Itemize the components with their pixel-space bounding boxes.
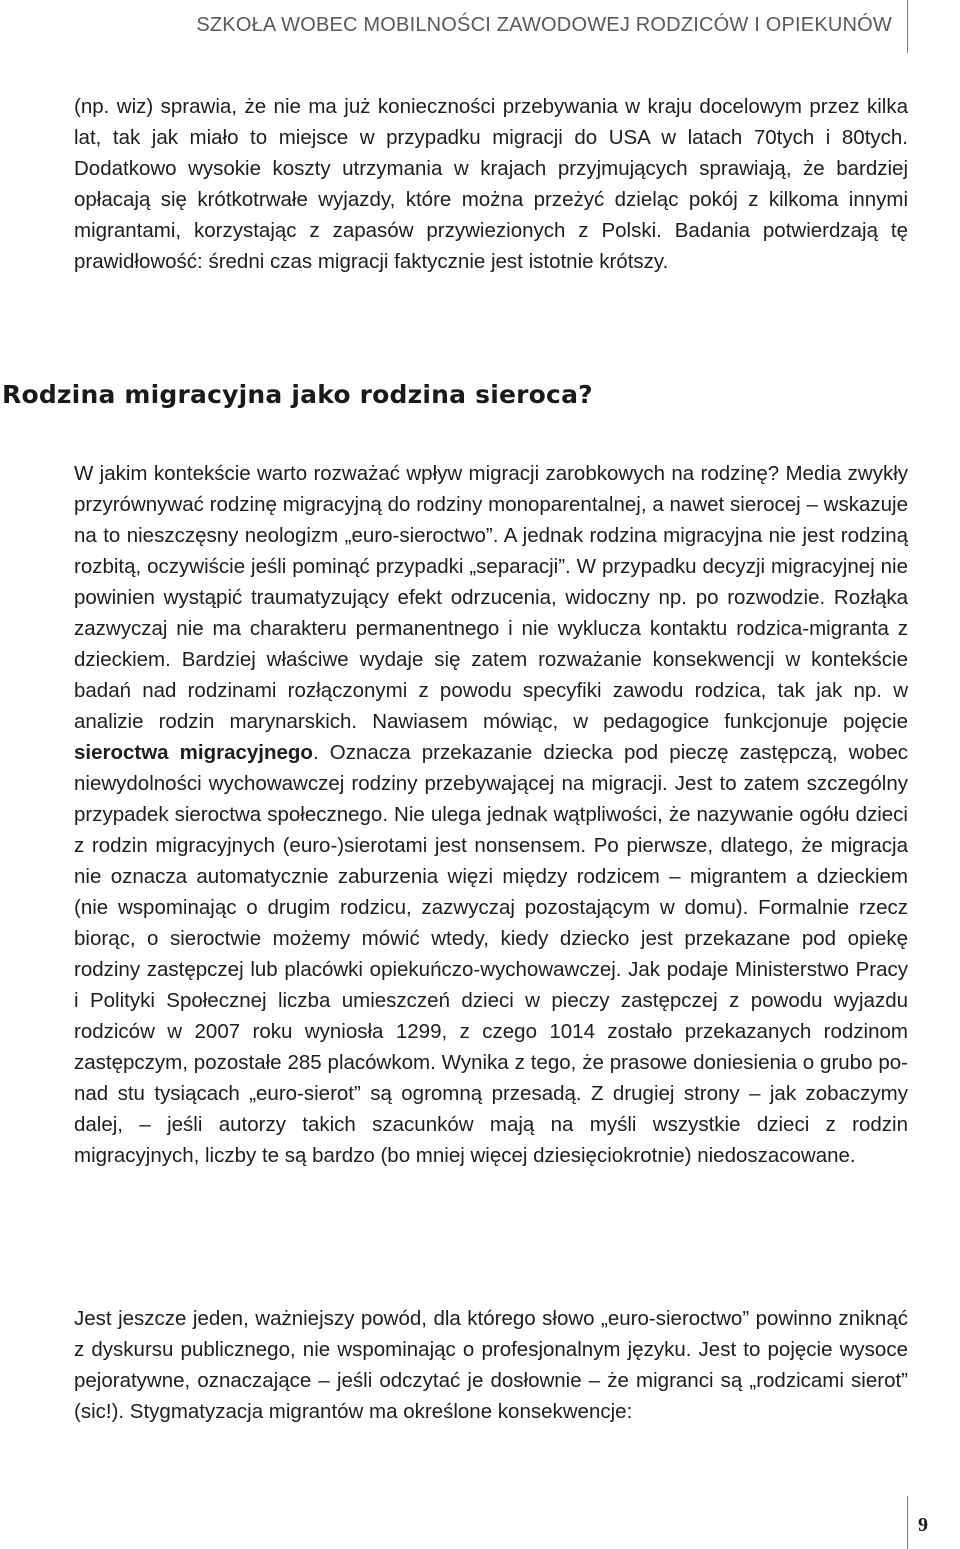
- paragraph-1-text-end: . Oznacza przekazanie dziecka pod pieczę zastępczą, wobec niewydolności wychowawczej rodziny przebywającej na migracji. Jest to zatem szczególny przypadek sieroctwa społecznego. Nie ulega jednak wątpliwości, że nazywanie ogółu dzieci z rodzin migracyjnych (euro-)sierotami jest nonsensem. Po pierwsze, dlatego, że migracja nie oznacza automatycznie zaburzenia więzi między rodzicem – migrantem a dzieckiem (nie wspominając o drugim rodzicu, zazwyczaj pozostającym w domu). Formalnie rzecz biorąc, o sieroctwie możemy mówić wtedy, kiedy dziecko jest przekazane pod opiekę rodziny zastępczej lub placówki opiekuńczo-wychowawczej. Jak podaje Ministerstwo Pracy i Polityki Społecznej liczba umieszczeń dzieci w pieczy zastępczej z powodu wyjazdu rodziców w 2007 roku wyniosła 1299, z czego 1014 zostało przekazanych rodzinom zastępczym, pozostałe 285 placówkom. Wynika z tego, że prasowe doniesienia o grubo ponad stu tysiącach „euro-sierot” są ogromną przesadą. Z drugiej strony – jak zobaczymy dalej, – jeśli autorzy takich szacunków mają na myśli wszystkie dzieci z rodzin migracyjnych, liczby te są bardzo (bo mniej więcej dziesięciokrotnie) niedoszacowane.: [74, 741, 908, 1167]
- running-header-title: SZKOŁA WOBEC MOBILNOŚCI ZAWODOWEJ RODZICÓW I OPIEKUNÓW: [196, 14, 892, 36]
- header-divider: [907, 0, 908, 53]
- section-paragraph-1: [74, 458, 908, 1171]
- section-paragraph-2: Jest jeszcze jeden, ważniejszy powód, dla którego słowo „euro-sieroctwo” powinno zniknąć z dyskursu publicznego, nie wspominając o profesjonalnym języku. Jest to pojęcie wysoce pejoratywne, oznaczające – jeśli odczytać je dosłownie – że migranci są „rodzicami sierot” (sic!). Stygmatyzacja migrantów ma określone konsekwencje:: [74, 1307, 908, 1423]
- bold-term: sieroctwa migracyjnego: [74, 741, 313, 764]
- paragraph-1-text-start: W jakim kontekście warto rozważać wpływ migracji zarobkowych na rodzinę? Media zwykły przyrównywać rodzinę migracyjną do rodziny monoparentalnej, a nawet sierocej – wskazuje na to nieszczęsny neologizm „euro-sieroctwo”. A jednak rodzina migracyjna nie jest rodziną rozbitą, oczywiście jeśli pominąć przypadki „separacji”. W przypadku decyzji migracyjnej nie powinien wystąpić traumatyzujący efekt odrzucenia, widoczny np. po rozwodzie. Rozłąka zazwyczaj nie ma charakteru permanentnego i nie wyklucza kontaktu rodzica-migranta z dzieckiem. Bardziej właściwe wydaje się zatem rozważanie konsekwencji w kontekście badań nad rodzinami rozłączonymi z powodu specyfiki zawodu rodzica, tak jak np. w analizie rodzin marynarskich. Nawiasem mówiąc, w pedagogice funkcjonuje pojęcie: [74, 462, 908, 733]
- page-number: 9: [918, 1514, 928, 1536]
- intro-paragraph: (np. wiz) sprawia, że nie ma już konieczności przebywania w kraju docelowym przez kilka lat, tak jak miało to miejsce w przypadku migracji do USA w latach 70tych i 80tych. Dodatkowo wysokie koszty utrzymania w krajach przyjmujących sprawiają, że bardziej opłacają się krótkotrwałe wyjazdy, które można przeżyć dzieląc pokój z kilkoma innymi migrantami, korzystając z zapasów przywiezionych z Polski. Badania potwierdzają tę prawidłowość: średni czas migracji faktycznie jest istotnie krótszy.: [74, 95, 908, 273]
- footer-divider: [907, 1496, 908, 1549]
- section-heading: Rodzina migracyjna jako rodzina sieroca?: [2, 380, 593, 409]
